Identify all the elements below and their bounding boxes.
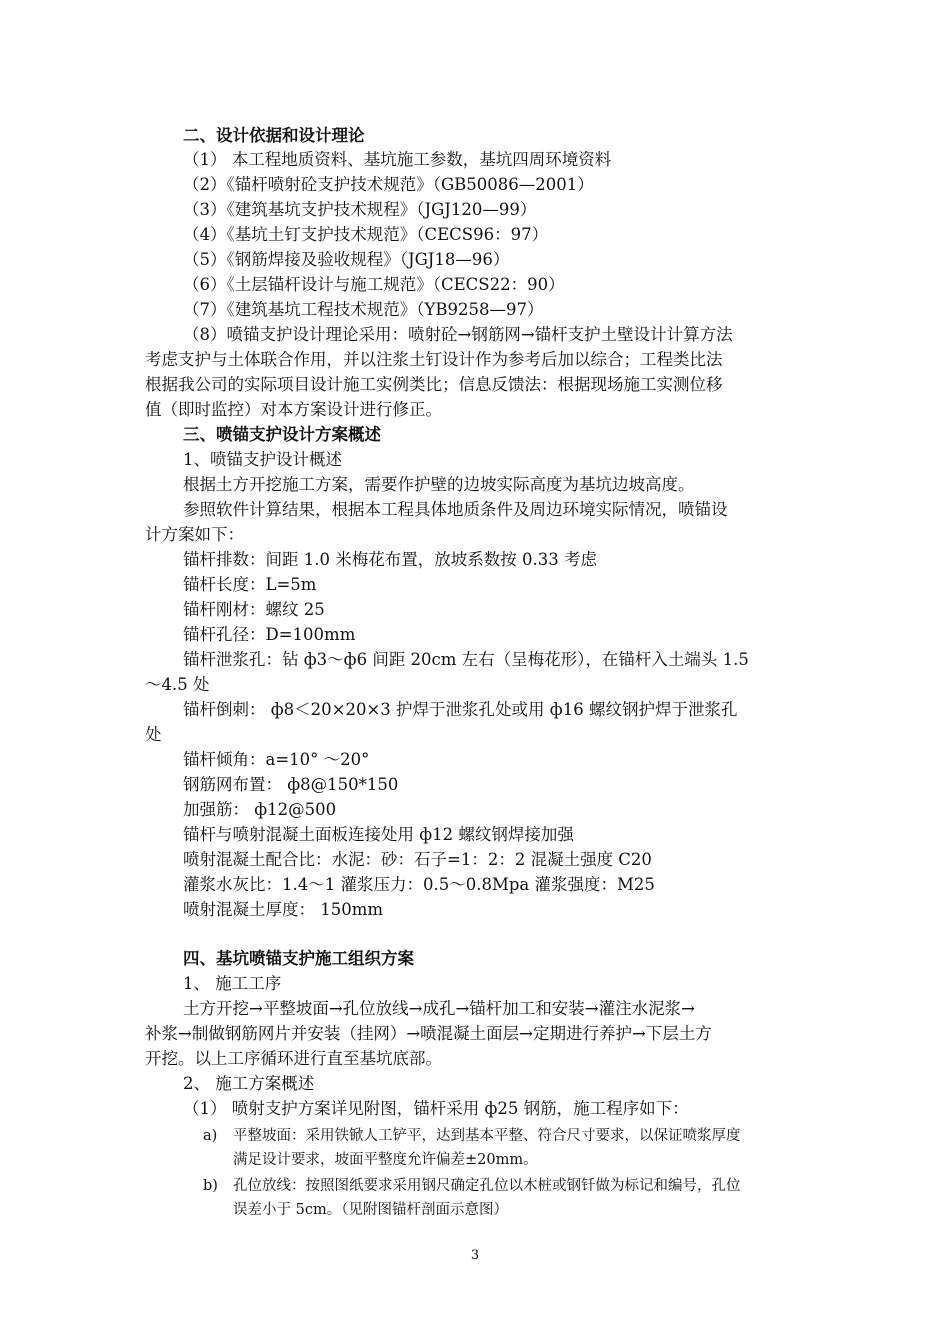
text-line: 补浆→制做钢筋网片并安装（挂网）→喷混凝土面层→定期进行养护→下层土方: [145, 1024, 712, 1043]
text-line: 灌浆水灰比：1.4～1 灌浆压力：0.5～0.8Mpa 灌浆强度：M25: [183, 875, 655, 894]
text-line: （1） 喷射支护方案详见附图，锚杆采用 ф25 钢筋，施工程序如下：: [183, 1099, 689, 1118]
text-line: 根据我公司的实际项目设计施工实例类比；信息反馈法：根据现场施工实测位移: [145, 375, 723, 394]
text-line: 喷射混凝土厚度： 150mm: [183, 900, 384, 919]
list-item-text: 孔位放线：按照图纸要求采用钢尺确定孔位以木桩或钢钎做为标记和编号，孔位: [233, 1178, 741, 1194]
text-line: （3）《建筑基坑支护技术规程》（JGJ120—99）: [183, 200, 537, 219]
list-item-text: 满足设计要求，坡面平整度允许偏差±20mm。: [233, 1152, 538, 1168]
text-line: （8）喷锚支护设计理论采用：喷射砼→钢筋网→锚杆支护土壁设计计算方法: [183, 325, 733, 344]
text-line: 考虑支护与土体联合作用，并以注浆土钉设计作为参考后加以综合；工程类比法: [145, 350, 723, 369]
text-line: 2、 施工方案概述: [183, 1074, 315, 1093]
text-line: 锚杆孔径：D=100mm: [183, 625, 356, 644]
list-marker: a): [203, 1128, 218, 1144]
list-item-text: 平整坡面：采用铁锨人工铲平，达到基本平整、符合尺寸要求，以保证喷浆厚度: [233, 1128, 741, 1144]
list-item-text: 误差小于 5cm。（见附图锚杆剖面示意图）: [233, 1202, 508, 1218]
text-line: 钢筋网布置： ф8@150*150: [183, 775, 399, 794]
text-line: （2）《锚杆喷射砼支护技术规范》（GB50086—2001）: [183, 175, 594, 194]
text-line: 锚杆与喷射混凝土面板连接处用 ф12 螺纹钢焊接加强: [183, 825, 574, 844]
text-line: 锚杆泄浆孔：钻 ф3～ф6 间距 20cm 左右（呈梅花形），在锚杆入土端头 1.5: [183, 650, 749, 669]
text-line: 锚杆长度：L=5m: [183, 575, 317, 594]
text-line: 锚杆排数：间距 1.0 米梅花布置，放坡系数按 0.33 考虑: [183, 550, 597, 569]
text-line: 1、喷锚支护设计概述: [183, 450, 342, 469]
section-heading: 二、设计依据和设计理论: [183, 126, 365, 145]
text-line: 处: [145, 725, 162, 744]
text-line: ～4.5 处: [145, 675, 210, 694]
text-line: 喷射混凝土配合比：水泥：砂：石子=1：2：2 混凝土强度 C20: [183, 850, 652, 869]
text-line: 参照软件计算结果，根据本工程具体地质条件及周边环境实际情况，喷锚设: [183, 500, 728, 519]
list-marker: b): [203, 1178, 218, 1194]
text-line: 值（即时监控）对本方案设计进行修正。: [145, 400, 442, 419]
text-line: 锚杆倒刺： ф8＜20×20×3 护焊于泄浆孔处或用 ф16 螺纹钢护焊于泄浆孔: [183, 700, 738, 719]
text-line: （1） 本工程地质资料、基坑施工参数，基坑四周环境资料: [183, 150, 612, 169]
text-line: 开挖。以上工序循环进行直至基坑底部。: [145, 1049, 442, 1068]
section-heading: 三、喷锚支护设计方案概述: [183, 425, 381, 444]
text-line: （5）《钢筋焊接及验收规程》（JGJ18—96）: [183, 250, 510, 269]
text-line: 锚杆刚材：螺纹 25: [183, 600, 325, 619]
text-line: （7）《建筑基坑工程技术规范》（YB9258—97）: [183, 300, 544, 319]
text-line: 1、 施工工序: [183, 974, 282, 993]
text-line: 土方开挖→平整坡面→孔位放线→成孔→锚杆加工和安装→灌注水泥浆→: [183, 999, 695, 1018]
page-number: 3: [470, 1248, 480, 1263]
text-line: （4）《基坑土钉支护技术规范》（CECS96：97）: [183, 225, 549, 244]
text-line: 根据土方开挖施工方案，需要作护壁的边坡实际高度为基坑边坡高度。: [183, 475, 695, 494]
text-line: 加强筋： ф12@500: [183, 800, 337, 819]
text-line: （6）《土层锚杆设计与施工规范》（CECS22：90）: [183, 275, 565, 294]
text-line: 锚杆倾角：a=10° ～20°: [183, 750, 370, 769]
text-line: 计方案如下：: [145, 525, 244, 544]
section-heading: 四、基坑喷锚支护施工组织方案: [183, 949, 414, 968]
